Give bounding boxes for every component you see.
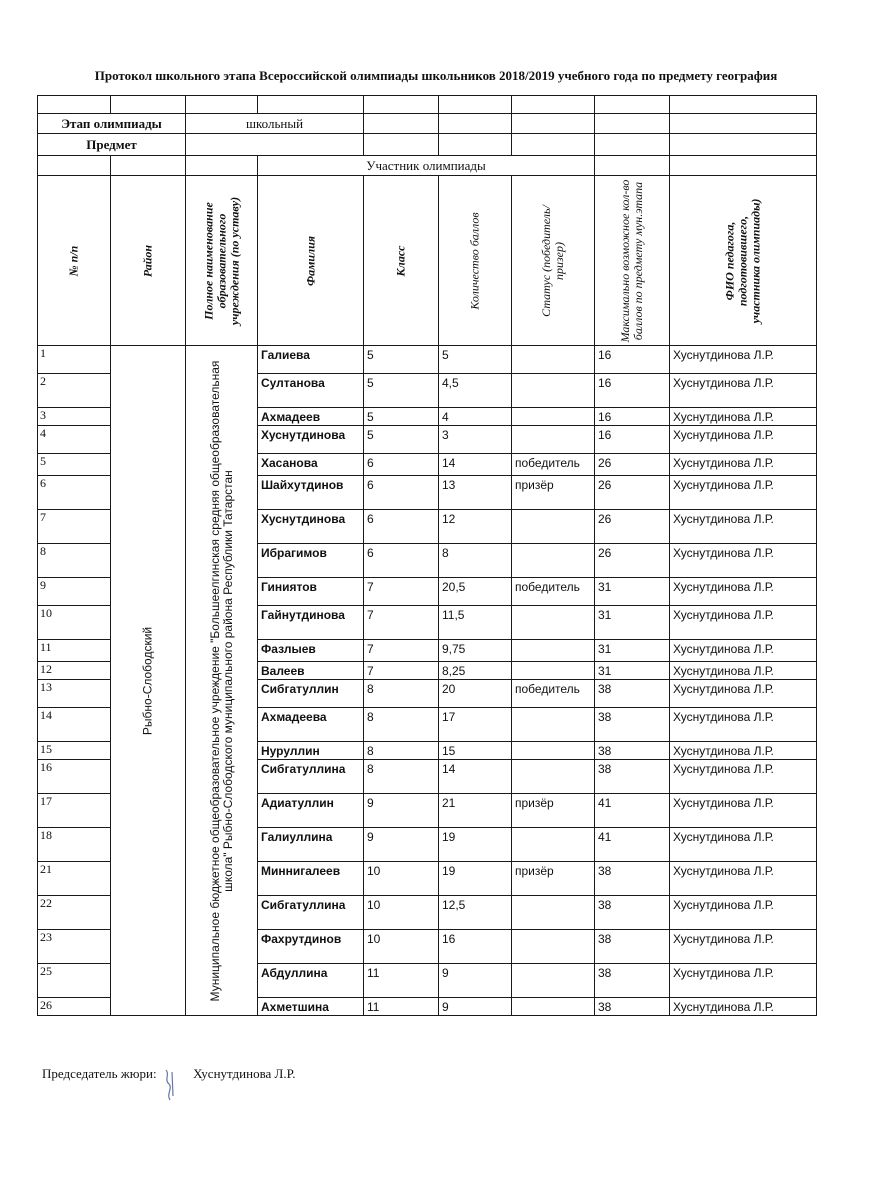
max-score-cell: 16 — [595, 426, 670, 454]
teacher-cell: Хуснутдинова Л.Р. — [670, 896, 817, 930]
teacher-cell: Хуснутдинова Л.Р. — [670, 640, 817, 662]
teacher-cell: Хуснутдинова Л.Р. — [670, 828, 817, 862]
surname-cell: Адиатуллин — [258, 794, 364, 828]
surname-cell: Сибгатуллин — [258, 680, 364, 708]
col-status-header: Статус (победитель/призер) — [539, 204, 566, 317]
score-cell: 16 — [439, 930, 512, 964]
max-score-cell: 38 — [595, 680, 670, 708]
row-number: 22 — [38, 896, 111, 930]
max-score-cell: 38 — [595, 964, 670, 998]
row-number: 15 — [38, 742, 111, 760]
status-cell — [512, 964, 595, 998]
score-cell: 8 — [439, 544, 512, 578]
score-cell: 13 — [439, 476, 512, 510]
score-cell: 9 — [439, 964, 512, 998]
status-cell — [512, 510, 595, 544]
status-cell — [512, 374, 595, 408]
max-score-cell: 38 — [595, 862, 670, 896]
row-number: 2 — [38, 374, 111, 408]
row-number: 21 — [38, 862, 111, 896]
teacher-cell: Хуснутдинова Л.Р. — [670, 862, 817, 896]
status-cell — [512, 544, 595, 578]
status-cell: призёр — [512, 476, 595, 510]
score-cell: 20 — [439, 680, 512, 708]
max-score-cell: 31 — [595, 640, 670, 662]
status-cell — [512, 640, 595, 662]
score-cell: 20,5 — [439, 578, 512, 606]
surname-cell: Хуснутдинова — [258, 510, 364, 544]
signature — [160, 1066, 190, 1106]
grade-cell: 8 — [364, 708, 439, 742]
teacher-cell: Хуснутдинова Л.Р. — [670, 930, 817, 964]
subject-value — [186, 134, 364, 156]
row-number: 1 — [38, 346, 111, 374]
max-score-cell: 26 — [595, 544, 670, 578]
teacher-cell: Хуснутдинова Л.Р. — [670, 374, 817, 408]
teacher-cell: Хуснутдинова Л.Р. — [670, 680, 817, 708]
status-cell — [512, 708, 595, 742]
row-number: 26 — [38, 998, 111, 1016]
grade-cell: 9 — [364, 828, 439, 862]
stage-value: школьный — [186, 114, 364, 134]
row-number: 9 — [38, 578, 111, 606]
row-number: 11 — [38, 640, 111, 662]
surname-cell: Нуруллин — [258, 742, 364, 760]
max-score-cell: 31 — [595, 606, 670, 640]
surname-cell: Хуснутдинова — [258, 426, 364, 454]
grade-cell: 11 — [364, 998, 439, 1016]
stage-row — [38, 114, 817, 134]
score-cell: 17 — [439, 708, 512, 742]
col-teacher-header: ФИО педагога, подготовившего, участника олимпиады) — [722, 198, 763, 323]
status-cell — [512, 408, 595, 426]
score-cell: 14 — [439, 454, 512, 476]
max-score-cell: 16 — [595, 408, 670, 426]
max-score-cell: 38 — [595, 708, 670, 742]
subject-row — [38, 134, 817, 156]
row-number: 17 — [38, 794, 111, 828]
surname-cell: Галиева — [258, 346, 364, 374]
grade-cell: 8 — [364, 742, 439, 760]
score-cell: 12,5 — [439, 896, 512, 930]
results-table — [37, 95, 817, 1016]
max-score-cell: 38 — [595, 930, 670, 964]
document-title: Протокол школьного этапа Всероссийской олимпиады школьников 2018/2019 учебного года по предмету география — [94, 68, 778, 83]
row-number: 3 — [38, 408, 111, 426]
grade-cell: 8 — [364, 760, 439, 794]
surname-cell: Ахмадеев — [258, 408, 364, 426]
max-score-cell: 26 — [595, 510, 670, 544]
grade-cell: 10 — [364, 896, 439, 930]
grade-cell: 7 — [364, 578, 439, 606]
status-cell — [512, 742, 595, 760]
score-cell: 14 — [439, 760, 512, 794]
max-score-cell: 31 — [595, 662, 670, 680]
score-cell: 3 — [439, 426, 512, 454]
max-score-cell: 26 — [595, 454, 670, 476]
score-cell: 4,5 — [439, 374, 512, 408]
status-cell — [512, 998, 595, 1016]
surname-cell: Миннигалеев — [258, 862, 364, 896]
status-cell — [512, 896, 595, 930]
col-district-header: Район — [140, 244, 155, 277]
teacher-cell: Хуснутдинова Л.Р. — [670, 578, 817, 606]
max-score-cell: 38 — [595, 742, 670, 760]
score-cell: 9,75 — [439, 640, 512, 662]
row-number: 14 — [38, 708, 111, 742]
row-number: 6 — [38, 476, 111, 510]
status-cell: призёр — [512, 862, 595, 896]
surname-cell: Ахметшина — [258, 998, 364, 1016]
surname-cell: Валеев — [258, 662, 364, 680]
school-value: Муниципальное бюджетное общеобразовательное учреждение "Большеелгинская средняя общеобразовательная школа" Рыбно-Слободского муниципального района Республики Татарстан — [207, 360, 235, 1001]
status-cell — [512, 662, 595, 680]
row-number: 13 — [38, 680, 111, 708]
status-cell — [512, 346, 595, 374]
jury-chair-name: Хуснутдинова Л.Р. — [193, 1066, 296, 1081]
grade-cell: 6 — [364, 454, 439, 476]
grade-cell: 7 — [364, 640, 439, 662]
table-row — [38, 346, 817, 374]
grade-cell: 6 — [364, 544, 439, 578]
status-cell — [512, 606, 595, 640]
grade-cell: 10 — [364, 930, 439, 964]
status-cell — [512, 930, 595, 964]
max-score-cell: 38 — [595, 896, 670, 930]
score-cell: 5 — [439, 346, 512, 374]
teacher-cell: Хуснутдинова Л.Р. — [670, 708, 817, 742]
grade-cell: 5 — [364, 346, 439, 374]
grade-cell: 10 — [364, 862, 439, 896]
score-cell: 15 — [439, 742, 512, 760]
grade-cell: 5 — [364, 408, 439, 426]
max-score-cell: 16 — [595, 374, 670, 408]
surname-cell: Гиниятов — [258, 578, 364, 606]
participant-header-row — [38, 156, 817, 176]
grade-cell: 11 — [364, 964, 439, 998]
max-score-cell: 41 — [595, 794, 670, 828]
participant-header: Участник олимпиады — [258, 156, 595, 176]
score-cell: 11,5 — [439, 606, 512, 640]
grade-cell: 9 — [364, 794, 439, 828]
teacher-cell: Хуснутдинова Л.Р. — [670, 662, 817, 680]
col-score-header: Количество баллов — [467, 211, 482, 310]
score-cell: 19 — [439, 862, 512, 896]
surname-cell: Гайнутдинова — [258, 606, 364, 640]
stage-label: Этап олимпиады — [38, 114, 186, 134]
row-number: 12 — [38, 662, 111, 680]
jury-chair — [42, 1066, 295, 1106]
max-score-cell: 38 — [595, 998, 670, 1016]
status-cell — [512, 828, 595, 862]
row-number: 16 — [38, 760, 111, 794]
teacher-cell: Хуснутдинова Л.Р. — [670, 760, 817, 794]
grade-cell: 7 — [364, 606, 439, 640]
col-num-header: № п/п — [66, 245, 81, 276]
max-score-cell: 38 — [595, 760, 670, 794]
score-cell: 19 — [439, 828, 512, 862]
score-cell: 4 — [439, 408, 512, 426]
surname-cell: Фахрутдинов — [258, 930, 364, 964]
grade-cell: 7 — [364, 662, 439, 680]
subject-label: Предмет — [38, 134, 186, 156]
grade-cell: 6 — [364, 476, 439, 510]
surname-cell: Шайхутдинов — [258, 476, 364, 510]
row-number: 8 — [38, 544, 111, 578]
surname-cell: Ибрагимов — [258, 544, 364, 578]
surname-cell: Галиуллина — [258, 828, 364, 862]
score-cell: 8,25 — [439, 662, 512, 680]
teacher-cell: Хуснутдинова Л.Р. — [670, 544, 817, 578]
row-number: 5 — [38, 454, 111, 476]
grade-cell: 8 — [364, 680, 439, 708]
teacher-cell: Хуснутдинова Л.Р. — [670, 454, 817, 476]
teacher-cell: Хуснутдинова Л.Р. — [670, 426, 817, 454]
status-cell: призёр — [512, 794, 595, 828]
teacher-cell: Хуснутдинова Л.Р. — [670, 476, 817, 510]
column-header-row — [38, 176, 817, 346]
surname-cell: Фазлыев — [258, 640, 364, 662]
score-cell: 9 — [439, 998, 512, 1016]
district-cell — [111, 346, 186, 1016]
col-max-header: Максимально возможное кол-во баллов по предмету мун.этапа — [618, 179, 645, 342]
surname-cell: Ахмадеева — [258, 708, 364, 742]
status-cell: победитель — [512, 578, 595, 606]
blank-header-row — [38, 96, 817, 114]
score-cell: 12 — [439, 510, 512, 544]
teacher-cell: Хуснутдинова Л.Р. — [670, 964, 817, 998]
teacher-cell: Хуснутдинова Л.Р. — [670, 794, 817, 828]
school-cell — [186, 346, 258, 1016]
max-score-cell: 31 — [595, 578, 670, 606]
status-cell — [512, 760, 595, 794]
row-number: 23 — [38, 930, 111, 964]
grade-cell: 5 — [364, 426, 439, 454]
jury-chair-label: Председатель жюри: — [42, 1066, 157, 1081]
surname-cell: Сибгатуллина — [258, 896, 364, 930]
row-number: 10 — [38, 606, 111, 640]
teacher-cell: Хуснутдинова Л.Р. — [670, 742, 817, 760]
status-cell: победитель — [512, 454, 595, 476]
max-score-cell: 16 — [595, 346, 670, 374]
status-cell: победитель — [512, 680, 595, 708]
row-number: 4 — [38, 426, 111, 454]
col-school-header: Полное наименование образовательного учреждения (по уставу) — [201, 196, 241, 325]
surname-cell: Султанова — [258, 374, 364, 408]
col-surname-header: Фамилия — [303, 235, 317, 286]
col-grade-header: Класс — [393, 245, 408, 276]
grade-cell: 5 — [364, 374, 439, 408]
score-cell: 21 — [439, 794, 512, 828]
max-score-cell: 41 — [595, 828, 670, 862]
teacher-cell: Хуснутдинова Л.Р. — [670, 408, 817, 426]
row-number: 25 — [38, 964, 111, 998]
grade-cell: 6 — [364, 510, 439, 544]
teacher-cell: Хуснутдинова Л.Р. — [670, 346, 817, 374]
status-cell — [512, 426, 595, 454]
surname-cell: Хасанова — [258, 454, 364, 476]
teacher-cell: Хуснутдинова Л.Р. — [670, 510, 817, 544]
teacher-cell: Хуснутдинова Л.Р. — [670, 606, 817, 640]
teacher-cell: Хуснутдинова Л.Р. — [670, 998, 817, 1016]
row-number: 18 — [38, 828, 111, 862]
row-number: 7 — [38, 510, 111, 544]
surname-cell: Сибгатуллина — [258, 760, 364, 794]
max-score-cell: 26 — [595, 476, 670, 510]
district-value: Рыбно-Слободский — [140, 626, 155, 735]
surname-cell: Абдуллина — [258, 964, 364, 998]
